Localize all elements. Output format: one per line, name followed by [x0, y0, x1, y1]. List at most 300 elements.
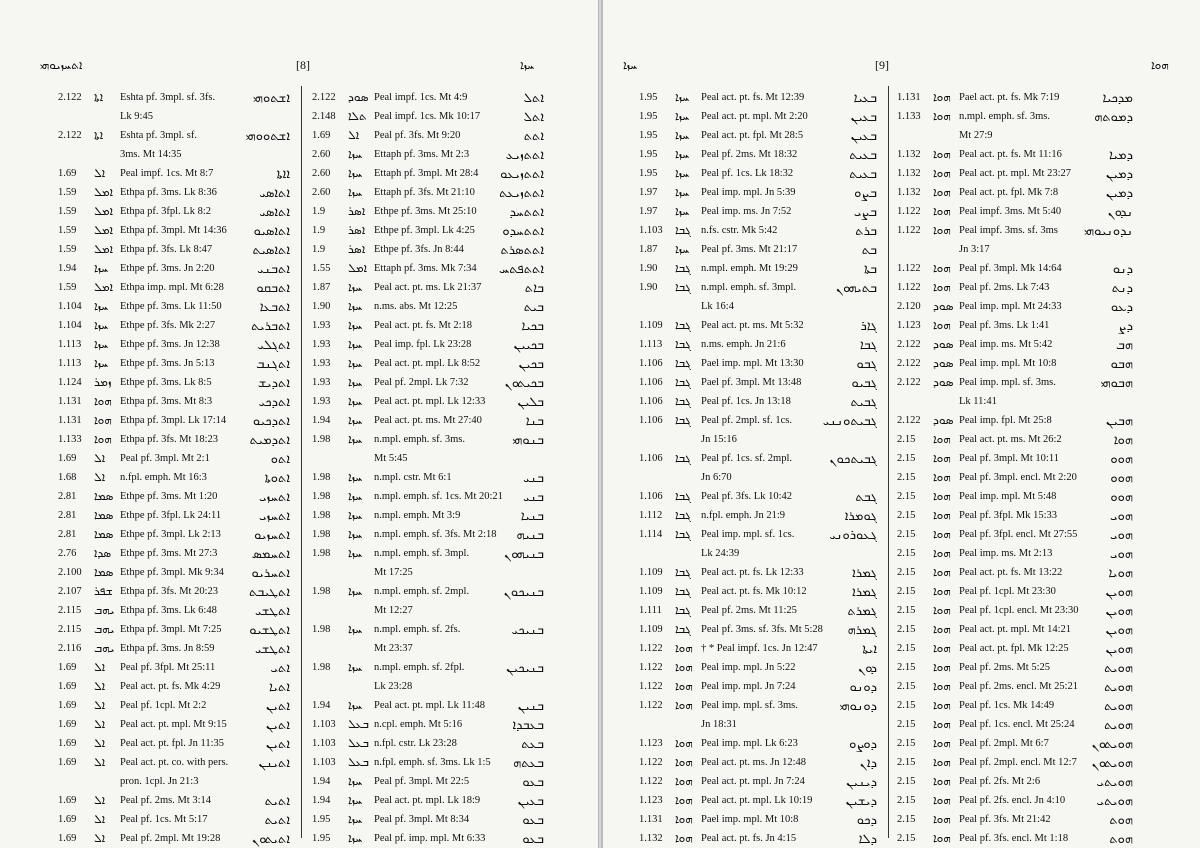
entry-parsing: Peal imp. mpl. sf. 1cs.	[701, 529, 795, 540]
entry-parsing: Peal pf. 3fs. encl. Mt 1:18	[959, 833, 1069, 844]
lexicon-entry	[897, 183, 1133, 202]
entry-reference: 2.60	[312, 168, 331, 179]
entry-parsing: Lk 16:4	[701, 301, 734, 312]
entry-parsing: Peal pf. 3ms. Mt 21:17	[701, 244, 798, 255]
entry-reference: 2.115	[58, 605, 82, 616]
entry-parsing: Peal act. pt. mpl. Mt 2:20	[701, 111, 808, 122]
entry-root: ܣܡܐ	[94, 489, 114, 503]
lexicon-entry	[58, 772, 290, 791]
lexicon-entry	[58, 202, 290, 221]
entry-parsing: Ettaph pf. 3ms. Mk 7:34	[374, 263, 477, 274]
lexicon-entry	[58, 183, 290, 202]
entry-root: ܚܙܐ	[348, 375, 363, 389]
entry-reference: 1.103	[312, 719, 336, 730]
entry-reference: 1.95	[639, 168, 658, 179]
entry-root: ܗܘܐ	[675, 831, 693, 845]
entry-parsing: Peal act. pt. ms. Lk 21:37	[374, 282, 482, 293]
lexicon-entry	[312, 639, 544, 658]
entry-reference: 1.106	[639, 358, 663, 369]
lexicon-entry	[312, 753, 544, 772]
entry-parsing: Peal pf. 1cs. Lk 18:32	[701, 168, 794, 179]
entry-parsing: n.mpl. emph. sf. 3mpl.	[701, 282, 797, 293]
entry-reference: 2.15	[897, 757, 916, 768]
entry-parsing: Peal pf. 3mpl. Mt 8:34	[374, 814, 470, 825]
entry-parsing: Peal pf. 1cs. sf. 2mpl.	[701, 453, 792, 464]
entry-reference: 1.103	[639, 225, 663, 236]
entry-parsing: Jn 6:70	[701, 472, 732, 483]
lexicon-entry	[897, 487, 1133, 506]
entry-word: ܓܒܬ	[855, 489, 877, 504]
entry-parsing: n.fpl. emph. Jn 21:9	[701, 510, 785, 521]
lexicon-entry	[58, 677, 290, 696]
entry-parsing: n.fpl. emph. Mt 16:3	[120, 472, 207, 483]
entry-root: ܗܘܐ	[94, 432, 112, 446]
lexicon-entry	[639, 297, 877, 316]
lexicon-entry	[639, 658, 877, 677]
entry-parsing: Ethpa pf. 3mpl. Mt 14:36	[120, 225, 227, 236]
lexicon-entry	[312, 259, 544, 278]
entry-root: ܗܘܐ	[933, 90, 951, 104]
lexicon-entry	[639, 525, 877, 544]
entry-root: ܗܘܐ	[933, 774, 951, 788]
entry-reference: 1.69	[312, 130, 331, 141]
entry-reference: 2.15	[897, 662, 916, 673]
entry-word: ܗܘܝ	[1110, 546, 1133, 561]
entry-root: ܐܣܪ	[348, 204, 366, 218]
entry-parsing: Peal pf. 1cs. Jn 13:18	[701, 396, 791, 407]
entry-root: ܗܘܐ	[933, 755, 951, 769]
entry-parsing: n.mpl. emph. sf. 3ms.	[374, 434, 465, 445]
lexicon-entry	[312, 107, 544, 126]
entry-word: ܓܡܪܐ	[852, 584, 877, 599]
entry-root: ܝܗܒ	[94, 603, 115, 617]
entry-word: ܕܨ	[1118, 318, 1133, 333]
entry-word: ܕܘܢܘ	[849, 679, 877, 694]
entry-reference: 1.98	[312, 624, 331, 635]
entry-reference: 2.15	[897, 681, 916, 692]
lexicon-entry	[639, 582, 877, 601]
entry-parsing: Peal pf. 1cpl. encl. Mt 23:30	[959, 605, 1079, 616]
lexicon-entry	[58, 145, 290, 164]
lexicon-entry	[639, 240, 877, 259]
entry-parsing: Peal imp. mpl. Jn 7:24	[701, 681, 796, 692]
entry-root: ܐܣܪ	[348, 223, 366, 237]
entry-root: ܗܘܐ	[675, 641, 693, 655]
lexicon-entry	[312, 506, 544, 525]
entry-parsing: Peal pf. 3mpl. Mt 22:5	[374, 776, 470, 787]
entry-parsing: Ethpe pf. 3mpl. Lk 4:25	[374, 225, 475, 236]
entry-parsing: Peal act. pt. ms. Mt 27:40	[374, 415, 482, 426]
entry-parsing: n.mpl. emph. sf. 2mpl.	[374, 586, 470, 597]
entry-parsing: Peal pf. 3fpl. Mk 15:33	[959, 510, 1057, 521]
entry-word: ܗܘܝܢ	[1105, 584, 1133, 599]
entry-word: ܒܢܝܗ	[516, 527, 544, 542]
lexicon-entry	[58, 734, 290, 753]
entry-reference: 2.15	[897, 434, 916, 445]
lexicon-entry	[897, 677, 1133, 696]
entry-root: ܗܘܐ	[94, 394, 112, 408]
entry-word: ܕܐܢ	[859, 755, 877, 770]
entry-parsing: Peal imp. ms. Mt 5:42	[959, 339, 1053, 350]
entry-root: ܗܘܐ	[933, 204, 951, 218]
entry-reference: 1.69	[58, 453, 77, 464]
entry-word: ܐܬܚܙܝ	[258, 489, 290, 504]
entry-word: ܐܬܬܣܪܬ	[500, 242, 544, 257]
entry-reference: 2.148	[312, 111, 336, 122]
entry-word: ܗܘܘ	[1110, 470, 1133, 485]
lexicon-entry	[897, 240, 1133, 259]
entry-root: ܚܙܐ	[675, 109, 690, 123]
entry-parsing: Peal pf. 2mpl. sf. 1cs.	[701, 415, 792, 426]
entry-parsing: Peal pf. 2ms. Lk 7:43	[959, 282, 1050, 293]
lexicon-entry	[312, 563, 544, 582]
entry-root: ܗܘܐ	[933, 166, 951, 180]
entry-parsing: n.fpl. emph. sf. 3ms. Lk 1:5	[374, 757, 491, 768]
entry-word: ܕܝܢܝܢ	[846, 774, 877, 789]
entry-parsing: Peal act. pt. mpl. Lk 8:52	[374, 358, 481, 369]
entry-root: ܗܘܐ	[933, 736, 951, 750]
entry-reference: 1.55	[312, 263, 331, 274]
entry-root: ܐܠ	[94, 679, 106, 693]
entry-parsing: Mt 23:37	[374, 643, 413, 654]
lexicon-entry	[897, 164, 1133, 183]
entry-reference: 1.93	[312, 377, 331, 388]
lexicon-entry	[639, 544, 877, 563]
entry-reference: 1.69	[58, 168, 77, 179]
entry-reference: 1.122	[639, 776, 663, 787]
entry-root: ܓܒܐ	[675, 622, 691, 636]
entry-word: ܐܬܝܢܢ	[258, 755, 290, 770]
entry-parsing: Pael act. pt. fs. Mk 7:19	[959, 92, 1060, 103]
entry-word: ܕܠܐ	[858, 831, 877, 846]
entry-parsing: Ethpa pf. 3fpl. Lk 8:2	[120, 206, 211, 217]
entry-root: ܬܠܐ	[348, 109, 367, 123]
entry-reference: 1.106	[639, 453, 663, 464]
entry-reference: 1.106	[639, 396, 663, 407]
entry-parsing: Ethpa pf. 3mpl. Mt 7:25	[120, 624, 222, 635]
entry-word: ܐܬܝܢ	[266, 717, 290, 732]
entry-reference: 2.15	[897, 567, 916, 578]
lexicon-entry	[639, 601, 877, 620]
lexicon-entry	[897, 620, 1133, 639]
entry-word: ܓܡܪܐ	[852, 565, 877, 580]
entry-reference: 2.81	[58, 510, 77, 521]
entry-parsing: Peal act. pt. mpl. Mt 14:21	[959, 624, 1071, 635]
entry-word: ܒܬܐ	[864, 261, 877, 276]
lexicon-entry	[639, 430, 877, 449]
entry-word: ܓܐܪ	[860, 318, 877, 333]
entry-reference: 1.122	[897, 206, 921, 217]
entry-root: ܓܒܐ	[675, 318, 691, 332]
entry-word: ܡܕܟܝܐ	[1102, 90, 1133, 105]
entry-parsing: Peal act. pt. mpl. Lk 18:9	[374, 795, 481, 806]
entry-root: ܚܙܐ	[94, 261, 109, 275]
entry-reference: 1.113	[58, 339, 82, 350]
lexicon-entry	[312, 392, 544, 411]
entry-parsing: Ethpe pf. 3ms. Jn 5:13	[120, 358, 215, 369]
entry-word: ܓܥܘܪܘܢܝ	[829, 527, 877, 542]
entry-parsing: Peal act. pt. mpl. Lk 12:33	[374, 396, 486, 407]
entry-parsing: Ethpa pf. 3fs. Mt 18:23	[120, 434, 218, 445]
entry-word: ܐܬܬܙܝܥܬ	[499, 185, 544, 200]
entry-root: ܐܡܠ	[94, 204, 114, 218]
entry-parsing: Peal impf. 3ms. sf. 3ms	[959, 225, 1058, 236]
entry-root: ܚܙܐ	[348, 812, 363, 826]
entry-reference: 1.90	[312, 301, 331, 312]
entry-reference: 1.132	[897, 168, 921, 179]
entry-root: ܝܗܒ	[94, 622, 115, 636]
lexicon-entry	[639, 810, 877, 829]
entry-parsing: Peal pf. 2mpl. encl. Mt 12:7	[959, 757, 1077, 768]
entry-root: ܗܘܐ	[933, 565, 951, 579]
entry-word: ܐܬܬܙܝܥܘ	[500, 166, 544, 181]
lexicon-entry	[312, 316, 544, 335]
entry-word: ܕܥܘ	[1110, 299, 1133, 314]
entry-reference: 2.15	[897, 548, 916, 559]
lexicon-entry	[58, 354, 290, 373]
entry-reference: 2.115	[58, 624, 82, 635]
entry-reference: 1.69	[58, 833, 77, 844]
entry-word: ܗܒ	[1115, 337, 1133, 352]
entry-reference: 1.114	[639, 529, 663, 540]
entry-word: ܗܘܝ	[1110, 508, 1133, 523]
entry-reference: 1.97	[639, 206, 658, 217]
entry-word: ܐܐܬܐ	[276, 166, 290, 181]
entry-word: ܐܬܝܬ	[264, 793, 290, 808]
entry-root: ܐܡܠ	[94, 185, 114, 199]
lexicon-entry	[897, 278, 1133, 297]
entry-reference: 1.59	[58, 206, 77, 217]
entry-parsing: Peal imp. mpl. sf. 3ms.	[701, 700, 798, 711]
entry-reference: 2.15	[897, 529, 916, 540]
right-header-syriac-right: ܗܘܐ	[1151, 58, 1169, 72]
entry-parsing: Peal pf. 1cs. encl. Mt 25:24	[959, 719, 1075, 730]
entry-root: ܗܘܐ	[94, 413, 112, 427]
entry-word: ܗܘܝܬ	[1104, 679, 1133, 694]
entry-root: ܐܡܠ	[348, 261, 368, 275]
entry-parsing: Ethpa pf. 3ms. Lk 8:36	[120, 187, 217, 198]
lexicon-entry	[58, 316, 290, 335]
entry-word: ܢܕܘܢܝܘܗܝ	[1084, 223, 1133, 238]
entry-root: ܚܙܐ	[348, 432, 363, 446]
lexicon-entry	[58, 449, 290, 468]
entry-word: ܐܬܘܬܐ	[264, 470, 290, 485]
entry-reference: 1.69	[58, 795, 77, 806]
entry-reference: 1.123	[639, 738, 663, 749]
entry-word: ܐܬܕܟܝ	[258, 394, 290, 409]
entry-root: ܚܙܐ	[348, 299, 363, 313]
entry-parsing: Mt 5:45	[374, 453, 408, 464]
entry-word: ܒܥܝܢ	[517, 793, 544, 808]
lexicon-entry	[897, 772, 1133, 791]
entry-root: ܐܠ	[94, 831, 106, 845]
entry-parsing: † * Peal impf. 1cs. Jn 12:47	[701, 643, 818, 654]
entry-reference: 1.133	[58, 434, 82, 445]
entry-root: ܚܙܐ	[348, 793, 363, 807]
lexicon-entry	[639, 202, 877, 221]
entry-root: ܐܣܪ	[348, 242, 366, 256]
lexicon-entry	[639, 639, 877, 658]
lexicon-entry	[897, 107, 1133, 126]
entry-reference: 2.60	[312, 149, 331, 160]
entry-parsing: Peal impf. 1cs. Mt 4:9	[374, 92, 468, 103]
entry-word: ܕܡܝܢ	[1106, 185, 1133, 200]
entry-word: ܒܢܝܟܘܢ	[503, 584, 544, 599]
entry-reference: 1.93	[312, 358, 331, 369]
lexicon-entry	[58, 107, 290, 126]
entry-parsing: Peal act. pt. fs. Mt 2:18	[374, 320, 472, 331]
entry-word: ܕܢܘ	[1112, 261, 1133, 276]
entry-word: ܒܢܝܢ	[517, 698, 544, 713]
entry-parsing: Peal act. pt. mpl. Jn 7:24	[701, 776, 805, 787]
entry-parsing: Lk 23:28	[374, 681, 413, 692]
lexicon-entry	[58, 525, 290, 544]
entry-parsing: Ettaph pf. 3ms. Mt 2:3	[374, 149, 470, 160]
entry-reference: 1.9	[312, 244, 326, 255]
entry-word: ܒܥܬ	[521, 736, 544, 751]
entry-root: ܗܘܐ	[933, 147, 951, 161]
entry-word: ܐܬܝܬܘܢ	[252, 831, 290, 846]
lexicon-entry	[897, 829, 1133, 848]
entry-word: ܐܬܕܝܫ	[257, 375, 290, 390]
entry-word: ܗܘܘ	[1110, 451, 1133, 466]
entry-word: ܐܬܐܣܝ	[259, 204, 290, 219]
entry-word: ܗܒܘܗܝ	[1100, 375, 1133, 390]
entry-reference: 2.15	[897, 605, 916, 616]
entry-word: ܐܬܘ	[270, 451, 290, 466]
entry-parsing: Peal pf. 3ms. Lk 1:41	[959, 320, 1050, 331]
entry-root: ܚܙܐ	[94, 318, 109, 332]
lexicon-entry	[897, 734, 1133, 753]
entry-root: ܚܙܐ	[675, 90, 690, 104]
entry-reference: 1.94	[312, 776, 331, 787]
entry-word: ܢܕܘܢ	[1107, 204, 1133, 219]
entry-parsing: Eshta pf. 3mpl. sf.	[120, 130, 197, 141]
lexicon-entry	[58, 373, 290, 392]
entry-parsing: Peal pf. 2ms. Mt 5:25	[959, 662, 1050, 673]
entry-word: ܒܟܝܝܢ	[513, 337, 544, 352]
entry-root: ܐܠ	[94, 660, 106, 674]
entry-root: ܚܙܐ	[348, 698, 363, 712]
left-header-syriac-left: ܐܬܚܙܝܘܗܝ	[40, 58, 83, 72]
entry-root: ܣܕܐ	[94, 546, 112, 560]
entry-root: ܓܒܐ	[675, 223, 691, 237]
entry-reference: 1.111	[639, 605, 662, 616]
entry-root: ܗܘܐ	[933, 451, 951, 465]
entry-reference: 2.60	[312, 187, 331, 198]
lexicon-entry	[58, 544, 290, 563]
lexicon-entry	[639, 829, 877, 848]
entry-word: ܒܢܐ	[525, 413, 544, 428]
entry-word: ܗܘܝܢ	[1105, 622, 1133, 637]
lexicon-entry	[639, 753, 877, 772]
entry-root: ܓܒܐ	[675, 337, 691, 351]
entry-root: ܗܘܐ	[675, 660, 693, 674]
lexicon-entry	[312, 829, 544, 848]
lexicon-entry	[639, 772, 877, 791]
entry-reference: 2.15	[897, 453, 916, 464]
lexicon-entry	[897, 601, 1133, 620]
entry-root: ܚܙܐ	[675, 147, 690, 161]
lexicon-entry	[639, 734, 877, 753]
lexicon-entry	[58, 506, 290, 525]
entry-root: ܓܒܐ	[675, 261, 691, 275]
entry-root: ܗܘܐ	[933, 812, 951, 826]
entry-word: ܒܥܘ	[522, 831, 544, 846]
entry-root: ܚܙܐ	[348, 546, 363, 560]
lexicon-entry	[312, 221, 544, 240]
entry-parsing: n.mpl. emph. sf. 3mpl.	[374, 548, 470, 559]
entry-parsing: n.mpl. cstr. Mt 6:1	[374, 472, 452, 483]
entry-parsing: Peal pf. 1cs. Mk 14:49	[959, 700, 1055, 711]
entry-parsing: Peal imp. mpl. sf. 3ms.	[959, 377, 1056, 388]
entry-root: ܗܘܐ	[675, 774, 693, 788]
entry-parsing: Ettaph pf. 3mpl. Mt 28:4	[374, 168, 479, 179]
entry-root: ܐܠ	[348, 128, 360, 142]
left-page	[0, 0, 599, 848]
entry-root: ܣܡܐ	[94, 527, 114, 541]
entry-root: ܐܠ	[94, 166, 106, 180]
lexicon-entry	[58, 563, 290, 582]
lexicon-entry	[897, 297, 1133, 316]
lexicon-entry	[639, 126, 877, 145]
lexicon-entry	[639, 411, 877, 430]
lexicon-entry	[312, 145, 544, 164]
entry-root: ܚܙܐ	[348, 356, 363, 370]
entry-root: ܓܒܐ	[675, 527, 691, 541]
lexicon-entry	[58, 601, 290, 620]
lexicon-entry	[639, 677, 877, 696]
entry-reference: 2.15	[897, 624, 916, 635]
entry-word: ܐܬܚܪܝܘ	[251, 565, 290, 580]
entry-reference: 1.106	[639, 491, 663, 502]
lexicon-entry	[312, 183, 544, 202]
entry-reference: 1.95	[639, 111, 658, 122]
entry-root: ܚܙܐ	[348, 660, 363, 674]
entry-parsing: Mt 17:25	[374, 567, 413, 578]
entry-word: ܒܢܝܗܘܢ	[504, 546, 544, 561]
entry-reference: 1.98	[312, 662, 331, 673]
entry-word: ܐܫܬܘܗܝ	[253, 90, 290, 105]
entry-word: ܓܘܡܪܐ	[844, 508, 877, 523]
entry-reference: 2.81	[58, 529, 77, 540]
entry-reference: 2.15	[897, 795, 916, 806]
entry-root: ܐܠ	[94, 736, 106, 750]
entry-word: ܒܢܝ	[523, 489, 544, 504]
entry-root: ܐܡܠ	[94, 280, 114, 294]
lexicon-entry	[312, 715, 544, 734]
entry-reference: 2.122	[897, 339, 921, 350]
entry-word: ܐܬܝܐ	[268, 679, 290, 694]
lexicon-entry	[58, 221, 290, 240]
entry-word: ܐܬܬ	[523, 128, 544, 143]
entry-reference: 1.122	[639, 662, 663, 673]
entry-parsing: 3ms. Mt 14:35	[120, 149, 182, 160]
entry-parsing: Peal pf. 3mpl. Mk 14:64	[959, 263, 1062, 274]
entry-root: ܚܙܐ	[348, 489, 363, 503]
entry-root: ܗܘܐ	[675, 793, 693, 807]
lexicon-entry	[639, 259, 877, 278]
entry-word: ܒܨܘ	[854, 185, 877, 200]
entry-parsing: Peal act. pt. fs. Mt 12:39	[701, 92, 805, 103]
entry-reference: 1.95	[312, 833, 331, 844]
entry-root: ܗܘܐ	[933, 280, 951, 294]
entry-word: ܗܘܝܢ	[1105, 641, 1133, 656]
entry-reference: 1.122	[639, 643, 663, 654]
entry-reference: 1.98	[312, 529, 331, 540]
entry-reference: 1.122	[639, 757, 663, 768]
entry-reference: 1.103	[312, 757, 336, 768]
